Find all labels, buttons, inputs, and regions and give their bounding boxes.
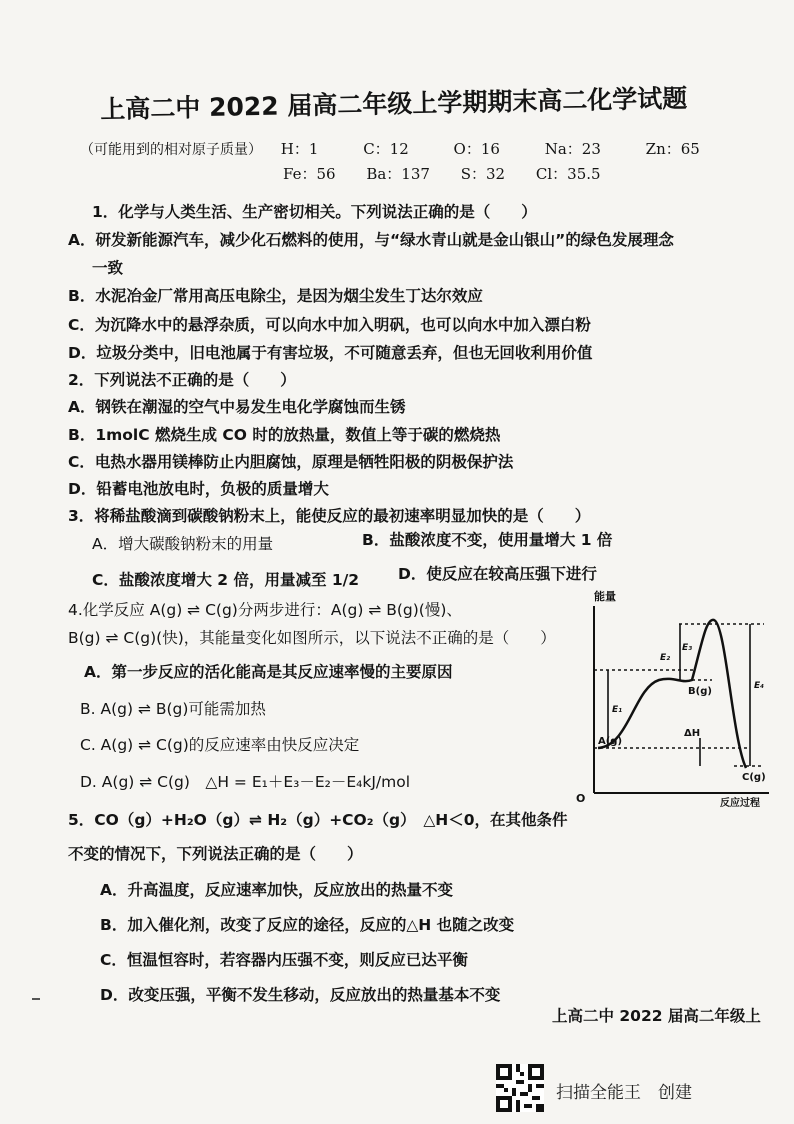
q3-stem: 3．将稀盐酸滴到碳酸钠粉末上，能使反应的最初速率明显加快的是（ ） xyxy=(68,507,591,525)
q3-option-b: B．盐酸浓度不变，使用量增大 1 倍 xyxy=(362,531,613,549)
label-e1: E₁ xyxy=(612,705,623,715)
q4-stem-2: B(g) ⇌ C(g)(快)，其能量变化如图所示，以下说法不正确的是（ ） xyxy=(68,629,556,647)
q3-option-d: D．使反应在较高压强下进行 xyxy=(398,565,597,583)
atomic-masses-label: （可能用到的相对原子质量） xyxy=(80,142,262,158)
q5-stem-1: 5．CO（g）+H₂O（g）⇌ H₂（g）+CO₂（g） △H＜0，在其他条件 xyxy=(68,811,568,829)
label-dh: ΔH xyxy=(684,728,701,739)
mass-zn: Zn：65 xyxy=(645,140,700,158)
q4-option-c: C. A(g) ⇌ C(g)的反应速率由快反应决定 xyxy=(80,736,360,754)
q1-option-c: C．为沉降水中的悬浮杂质，可以向水中加入明矾，也可以向水中加入漂白粉 xyxy=(68,316,591,334)
q5-stem-2: 不变的情况下，下列说法正确的是（ ） xyxy=(68,845,363,863)
label-c: C(g) xyxy=(742,772,766,783)
mass-c: C：12 xyxy=(363,140,409,158)
q5-option-c: C．恒温恒容时，若容器内压强不变，则反应已达平衡 xyxy=(100,951,468,969)
q3-option-a: A．增大碳酸钠粉末的用量 xyxy=(92,535,274,553)
q4-stem-1: 4.化学反应 A(g) ⇌ C(g)分两步进行：A(g) ⇌ B(g)(慢)、 xyxy=(68,601,462,619)
q1-option-a-cont: 一致 xyxy=(92,259,124,277)
chart-ylabel: 能量 xyxy=(594,590,616,603)
q2-option-c: C．电热水器用镁棒防止内胆腐蚀，原理是牺牲阳极的阴极保护法 xyxy=(68,453,514,471)
mass-s: S：32 xyxy=(460,165,506,183)
mass-o: O：16 xyxy=(453,140,500,158)
page-header-continuation: 上高二中 2022 届高二年级上 xyxy=(552,1007,761,1025)
q2-stem: 2．下列说法不正确的是（ ） xyxy=(68,371,296,389)
mass-cl: Cl：35.5 xyxy=(535,165,601,183)
q2-option-b: B．1molC 燃烧生成 CO 时的放热量，数值上等于碳的燃烧热 xyxy=(68,426,501,444)
label-e4: E₄ xyxy=(754,681,765,691)
energy-diagram xyxy=(574,588,774,808)
q4-option-d: D. A(g) ⇌ C(g) △H = E₁＋E₃－E₂－E₄kJ/mol xyxy=(80,773,411,791)
atomic-masses-row-2 xyxy=(283,163,601,184)
mass-ba: Ba：137 xyxy=(366,165,430,183)
mass-fe: Fe：56 xyxy=(283,165,336,183)
q4-option-a: A．第一步反应的活化能高是其反应速率慢的主要原因 xyxy=(84,663,453,681)
q2-option-d: D．铅蓄电池放电时，负极的质量增大 xyxy=(68,480,329,498)
mass-h: H：1 xyxy=(280,140,319,158)
q2-option-a: A．钢铁在潮湿的空气中易发生电化学腐蚀而生锈 xyxy=(68,398,406,416)
q3-option-c: C．盐酸浓度增大 2 倍，用量减至 1/2 xyxy=(92,571,360,589)
atomic-masses-row-1 xyxy=(80,138,700,159)
label-e3: E₃ xyxy=(682,643,693,653)
qr-code-icon xyxy=(496,1064,544,1112)
label-e2: E₂ xyxy=(660,653,671,663)
exam-title: 上高二中 2022 届高二年级上学期期末高二化学试题 xyxy=(100,83,688,124)
chart-xlabel: 反应过程 xyxy=(720,798,760,808)
q1-option-d: D．垃圾分类中，旧电池属于有害垃圾，不可随意丢弃，但也无回收利用价值 xyxy=(68,344,593,362)
mass-na: Na：23 xyxy=(544,140,601,158)
q5-option-d: D．改变压强，平衡不发生移动，反应放出的热量基本不变 xyxy=(100,986,501,1004)
scanner-watermark: 扫描全能王 创建 xyxy=(556,1083,692,1103)
q4-option-b: B. A(g) ⇌ B(g)可能需加热 xyxy=(80,700,266,718)
label-b: B(g) xyxy=(688,686,712,697)
q5-option-b: B．加入催化剂，改变了反应的途径，反应的△H 也随之改变 xyxy=(100,916,515,934)
margin-mark xyxy=(32,998,40,1000)
q5-option-a: A．升高温度，反应速率加快，反应放出的热量不变 xyxy=(100,881,453,899)
q1-option-b: B．水泥冶金厂常用高压电除尘，是因为烟尘发生丁达尔效应 xyxy=(68,287,483,305)
q1-option-a: A．研发新能源汽车，减少化石燃料的使用，与“绿水青山就是金山银山”的绿色发展理念 xyxy=(68,231,674,249)
chart-origin: O xyxy=(576,792,586,805)
q1-stem: 1．化学与人类生活、生产密切相关。下列说法正确的是（ ） xyxy=(92,203,537,221)
label-a: A(g) xyxy=(598,736,623,747)
